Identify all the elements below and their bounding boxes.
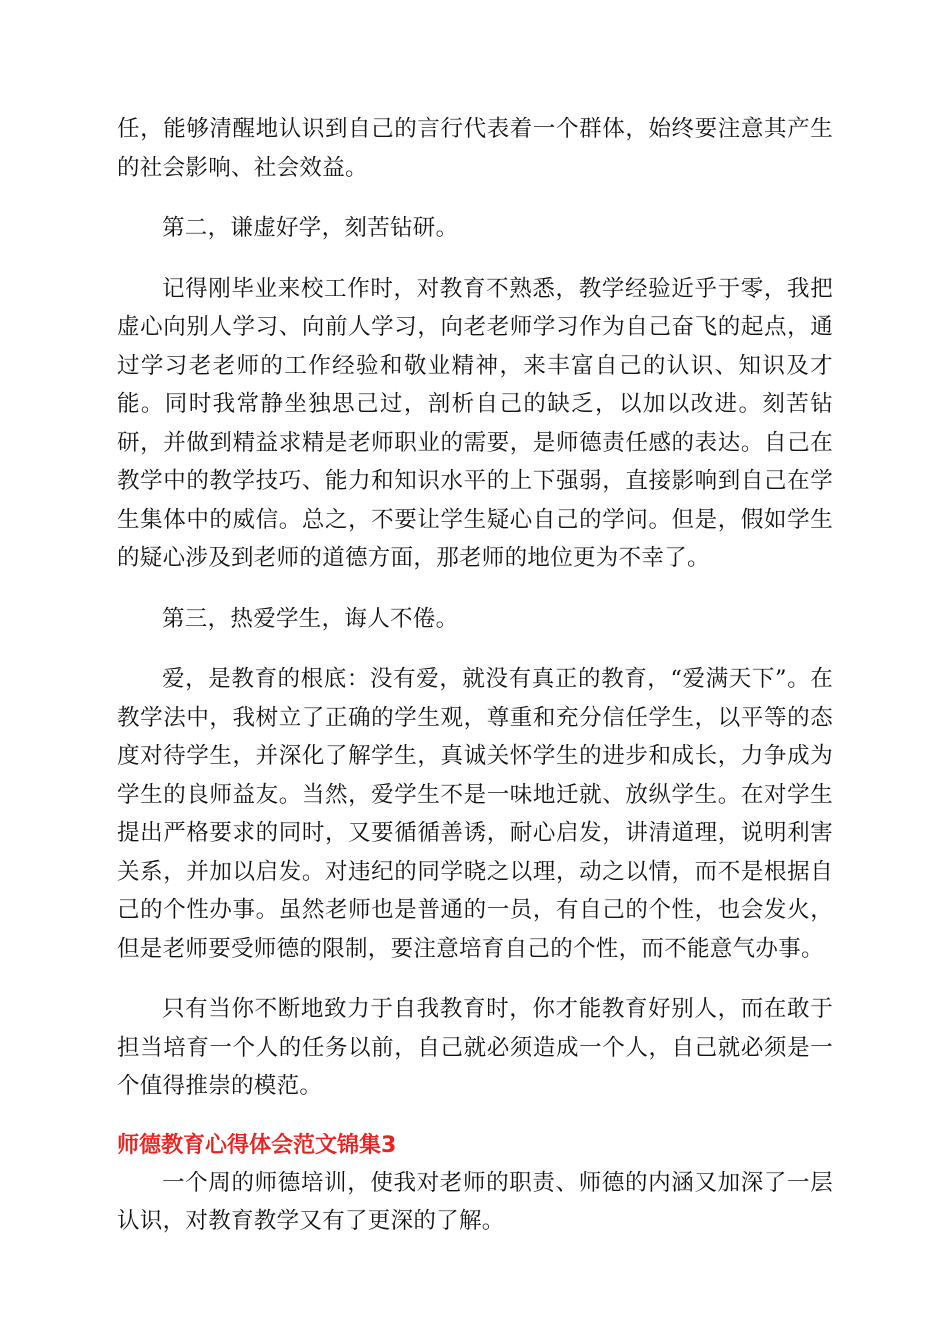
paragraph-point-three-heading: 第三，热爱学生，诲人不倦。 bbox=[162, 605, 459, 632]
paragraph-point-two-body: 记得刚毕业来校工作时，对教育不熟悉，教学经验近乎于零，我把虚心向别人学习、向前人学习，向老老师学习作为自己奋飞的起点，通过学习老老师的工作经验和敬业精神，来丰富自己的认识、知识及才能。同时我常静坐独思己过，剖析自己的缺乏，以加以改进。刻苦钻研，并做到精益求精是老师职业的需要，是师德责任感的表达。自己在教学中的教学技巧、能力和知识水平的上下强弱，直接影响到自己在学生集体中的威信。总之，不要让学生疑心自己的学问。但是，假如学生的疑心涉及到老师的道德方面，那老师的地位更为不幸了。 bbox=[117, 275, 833, 571]
paragraph-continuation: 任，能够清醒地认识到自己的言行代表着一个群体，始终要注意其产生的社会影响、社会效益。 bbox=[117, 116, 833, 181]
paragraph-conclusion: 只有当你不断地致力于自我教育时，你才能教育好别人，而在敢于担当培育一个人的任务以前，自己就必须造成一个人，自己就必须是一个值得推崇的模范。 bbox=[117, 996, 833, 1099]
section-heading: 师德教育心得体会范文锦集3 bbox=[117, 1132, 397, 1158]
paragraph-point-three-body: 爱，是教育的根底：没有爱，就没有真正的教育，“爱满天下”。在教学法中，我树立了正确的学生观，尊重和充分信任学生，以平等的态度对待学生，并深化了解学生，真诚关怀学生的进步和成长，力争成为学生的良师益友。当然，爱学生不是一味地迁就、放纵学生。在对学生提出严格要求的同时，又要循循善诱，耐心启发，讲清道理，说明利害关系，并加以启发。对违纪的同学晓之以理，动之以情，而不是根据自己的个性办事。虽然老师也是普通的一员，有自己的个性，也会发火，但是老师要受师德的限制，要注意培育自己的个性，而不能意气办事。 bbox=[117, 666, 833, 962]
document-page bbox=[117, 110, 833, 1241]
paragraph-point-two-heading: 第二，谦虚好学，刻苦钻研。 bbox=[162, 215, 459, 241]
section-paragraph: 一个周的师德培训，使我对老师的职责、师德的内涵又加深了一层认识，对教育教学又有了更深的了解。 bbox=[117, 1169, 833, 1234]
